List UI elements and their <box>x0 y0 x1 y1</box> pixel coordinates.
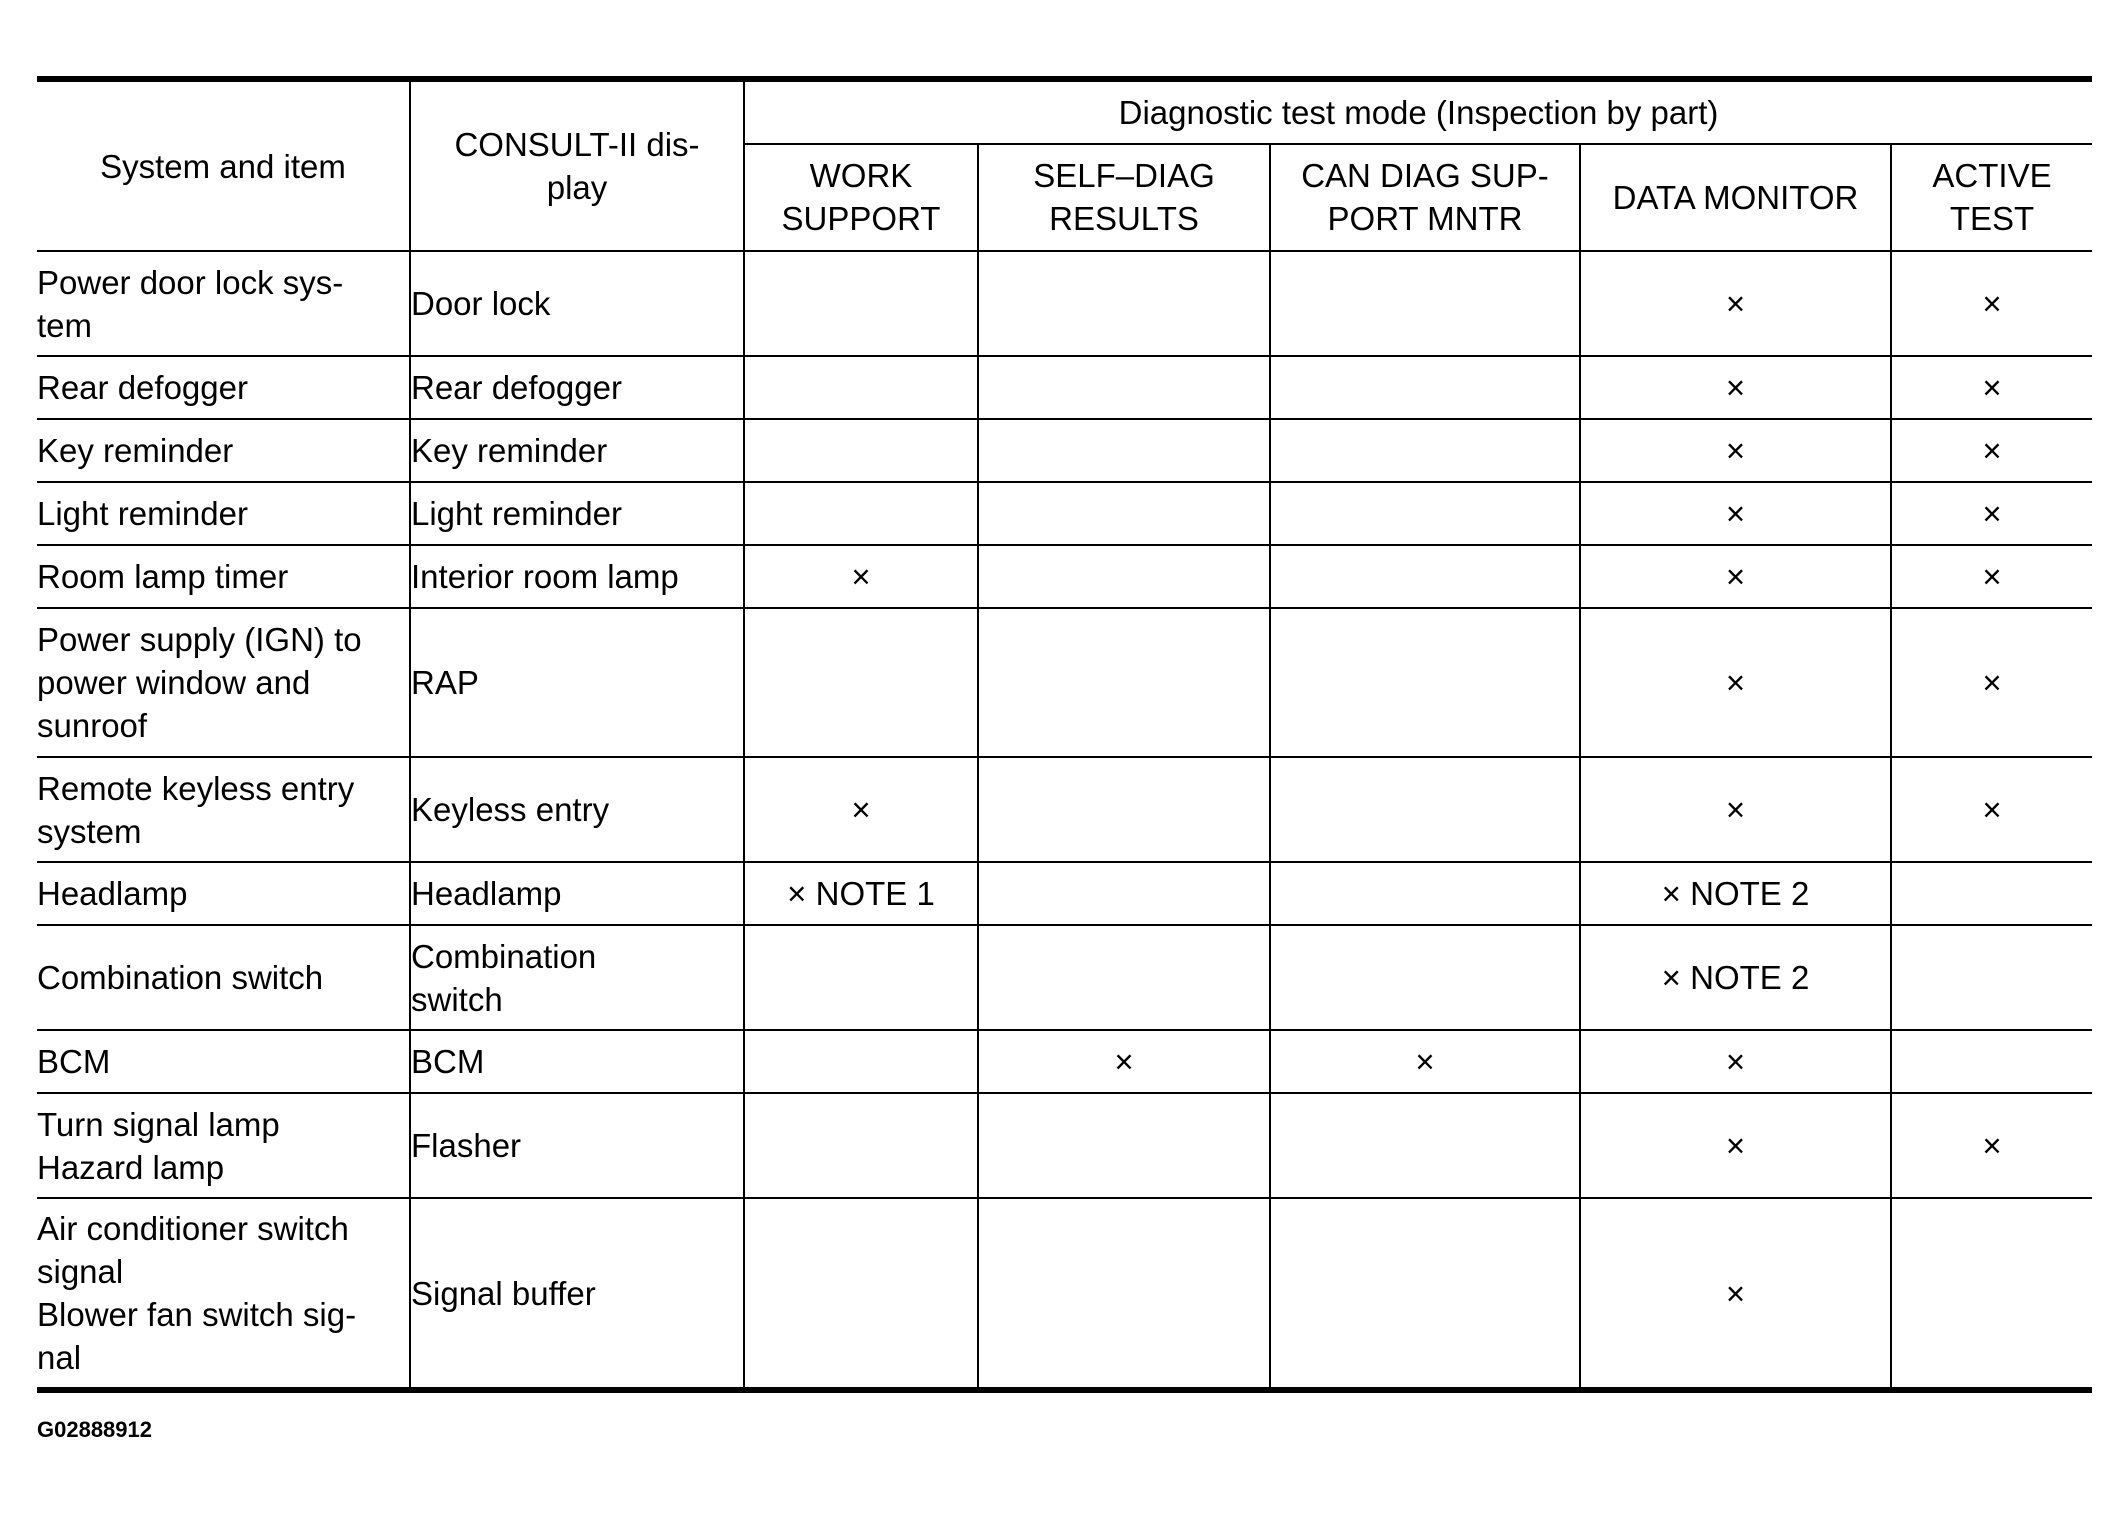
header-work-support <box>744 144 978 252</box>
system-item-line: Turn signal lamp <box>37 1105 280 1143</box>
header-diag-mode-label: Diagnostic test mode (Inspection by part) <box>1118 93 1719 131</box>
consult-display-line: Flasher <box>411 1127 522 1164</box>
consult-display-line: Headlamp <box>411 875 562 912</box>
mode-mark-cell <box>1270 862 1580 925</box>
consult-display-line: switch <box>411 980 503 1018</box>
mode-mark-cell <box>1891 862 2092 925</box>
mode-mark-cell <box>1891 1030 2092 1093</box>
header-consult-display-line: CONSULT-II dis- <box>454 126 700 163</box>
mode-mark-cell: × <box>1891 1093 2092 1198</box>
table-row <box>37 757 2092 862</box>
system-item-cell <box>37 356 410 419</box>
header-mode-line: RESULTS <box>1049 200 1199 238</box>
system-item-cell <box>37 757 410 862</box>
header-mode-line: DATA MONITOR <box>1612 178 1859 216</box>
mode-mark-cell <box>978 757 1270 862</box>
header-mode-line: SELF–DIAG <box>1033 157 1215 195</box>
diagnostic-mode-table <box>37 76 2092 1393</box>
system-item-line: Key reminder <box>37 432 234 469</box>
table-row <box>37 1093 2092 1198</box>
mode-mark-cell: × NOTE 2 <box>1580 925 1891 1030</box>
mode-mark-cell <box>744 482 978 545</box>
system-item-line: BCM <box>37 1043 111 1080</box>
mode-mark-cell <box>1270 1093 1580 1198</box>
header-consult-display-line: play <box>546 169 608 206</box>
mode-mark-cell <box>1270 925 1580 1030</box>
table-row <box>37 356 2092 419</box>
header-active-test <box>1891 144 2092 252</box>
mode-mark-cell: × <box>1580 1198 1891 1390</box>
consult-display-line: BCM <box>411 1043 485 1080</box>
mode-mark-cell: × <box>1270 1030 1580 1093</box>
header-mode-line: WORK <box>809 157 913 195</box>
mode-mark-cell <box>978 608 1270 757</box>
mode-mark-cell <box>978 419 1270 482</box>
mode-mark-cell: × <box>1580 419 1891 482</box>
consult-display-line: Interior room lamp <box>411 558 679 595</box>
mode-mark-cell: × <box>1580 608 1891 757</box>
figure-id: G02888912 <box>37 1417 152 1442</box>
consult-display-cell <box>410 251 744 356</box>
mode-mark-cell <box>978 251 1270 356</box>
mode-mark-cell: × <box>1580 1093 1891 1198</box>
system-item-line: Combination switch <box>37 959 324 996</box>
header-data-monitor <box>1580 144 1891 252</box>
table-row <box>37 1198 2092 1390</box>
mode-mark-cell <box>744 1093 978 1198</box>
table-row <box>37 1030 2092 1093</box>
system-item-cell <box>37 419 410 482</box>
consult-display-cell <box>410 925 744 1030</box>
mode-mark-cell: × <box>1891 545 2092 608</box>
header-mode-line: ACTIVE <box>1932 157 2052 195</box>
consult-display-line: Rear defogger <box>411 369 622 406</box>
system-item-cell <box>37 1093 410 1198</box>
mode-mark-cell <box>978 1093 1270 1198</box>
mode-mark-cell <box>978 1198 1270 1390</box>
system-item-line: Rear defogger <box>37 369 248 406</box>
header-mode-line: TEST <box>1949 200 2035 238</box>
header-system-item <box>37 79 410 251</box>
consult-display-line: Light reminder <box>411 495 622 532</box>
mode-mark-cell <box>1270 545 1580 608</box>
table-row <box>37 419 2092 482</box>
system-item-line: Power door lock sys- <box>37 263 344 301</box>
diagnostic-table-container <box>37 76 2092 1393</box>
system-item-line: Hazard lamp <box>37 1148 225 1186</box>
system-item-line: Air conditioner switch <box>37 1210 349 1247</box>
table-body <box>37 251 2092 1390</box>
mode-mark-cell <box>1270 356 1580 419</box>
table-row <box>37 925 2092 1030</box>
mode-mark-cell: × <box>744 545 978 608</box>
consult-display-cell <box>410 482 744 545</box>
system-item-line: Power supply (IGN) to <box>37 621 362 658</box>
system-item-line: Remote keyless entry <box>37 769 355 807</box>
table-row <box>37 251 2092 356</box>
mode-mark-cell: × <box>1891 608 2092 757</box>
consult-display-cell <box>410 1198 744 1390</box>
mode-mark-cell <box>744 608 978 757</box>
mode-mark-cell <box>744 251 978 356</box>
mode-mark-cell: × <box>1891 251 2092 356</box>
mode-mark-cell: × <box>1580 757 1891 862</box>
mode-mark-cell: × <box>1580 1030 1891 1093</box>
consult-display-cell <box>410 757 744 862</box>
mode-mark-cell <box>1891 925 2092 1030</box>
mode-mark-cell: × <box>1580 482 1891 545</box>
system-item-line: nal <box>37 1339 82 1376</box>
system-item-line: tem <box>37 306 93 344</box>
mode-mark-cell: × NOTE 2 <box>1580 862 1891 925</box>
mode-mark-cell <box>744 419 978 482</box>
mode-mark-cell <box>1270 757 1580 862</box>
mode-mark-cell <box>978 925 1270 1030</box>
mode-mark-cell <box>744 925 978 1030</box>
consult-display-line: Key reminder <box>411 432 608 469</box>
system-item-cell <box>37 925 410 1030</box>
mode-mark-cell: × <box>1891 419 2092 482</box>
mode-mark-cell <box>978 545 1270 608</box>
header-can-diag-support-mntr <box>1270 144 1580 252</box>
system-item-line: Light reminder <box>37 495 248 532</box>
system-item-line: power window and <box>37 664 311 701</box>
consult-display-cell <box>410 545 744 608</box>
header-self-diag-results <box>978 144 1270 252</box>
system-item-cell <box>37 1030 410 1093</box>
system-item-cell <box>37 1198 410 1390</box>
consult-display-line: Door lock <box>411 285 551 322</box>
consult-display-cell <box>410 1093 744 1198</box>
system-item-line: Headlamp <box>37 875 188 912</box>
system-item-line: system <box>37 812 142 850</box>
system-item-cell <box>37 482 410 545</box>
consult-display-cell <box>410 608 744 757</box>
mode-mark-cell: × <box>1580 356 1891 419</box>
table-row <box>37 862 2092 925</box>
mode-mark-cell <box>744 1198 978 1390</box>
consult-display-line: Keyless entry <box>411 791 610 828</box>
table-row <box>37 545 2092 608</box>
table-row <box>37 608 2092 757</box>
mode-mark-cell: × <box>1891 356 2092 419</box>
mode-mark-cell <box>1270 608 1580 757</box>
consult-display-cell <box>410 419 744 482</box>
header-mode-line: SUPPORT <box>781 200 941 238</box>
mode-mark-cell: × <box>1891 757 2092 862</box>
system-item-cell <box>37 608 410 757</box>
consult-display-cell <box>410 356 744 419</box>
consult-display-line: RAP <box>411 664 479 701</box>
system-item-line: Room lamp timer <box>37 558 289 595</box>
mode-mark-cell: × <box>744 757 978 862</box>
header-mode-line: CAN DIAG SUP- <box>1301 157 1549 195</box>
mode-mark-cell <box>978 862 1270 925</box>
mode-mark-cell <box>1270 251 1580 356</box>
system-item-line: signal <box>37 1253 124 1290</box>
consult-display-line: Signal buffer <box>411 1274 596 1312</box>
consult-display-cell <box>410 862 744 925</box>
mode-mark-cell <box>1270 1198 1580 1390</box>
system-item-line: Blower fan switch sig- <box>37 1296 357 1333</box>
system-item-cell <box>37 251 410 356</box>
mode-mark-cell <box>1270 419 1580 482</box>
mode-mark-cell <box>744 1030 978 1093</box>
mode-mark-cell <box>744 356 978 419</box>
header-mode-line: PORT MNTR <box>1327 200 1523 238</box>
consult-display-cell <box>410 1030 744 1093</box>
mode-mark-cell: × <box>1891 482 2092 545</box>
system-item-cell <box>37 545 410 608</box>
system-item-cell <box>37 862 410 925</box>
mode-mark-cell: × <box>1580 545 1891 608</box>
system-item-line: sunroof <box>37 707 148 744</box>
mode-mark-cell <box>978 482 1270 545</box>
mode-mark-cell: × <box>978 1030 1270 1093</box>
mode-mark-cell <box>978 356 1270 419</box>
mode-mark-cell: × <box>1580 251 1891 356</box>
mode-mark-cell <box>1270 482 1580 545</box>
header-system-item-label: System and item <box>100 147 346 185</box>
header-consult-display <box>410 79 744 251</box>
mode-mark-cell <box>1891 1198 2092 1390</box>
header-diag-mode <box>744 79 2092 144</box>
mode-mark-cell: × NOTE 1 <box>744 862 978 925</box>
consult-display-line: Combination <box>411 937 597 975</box>
table-row <box>37 482 2092 545</box>
